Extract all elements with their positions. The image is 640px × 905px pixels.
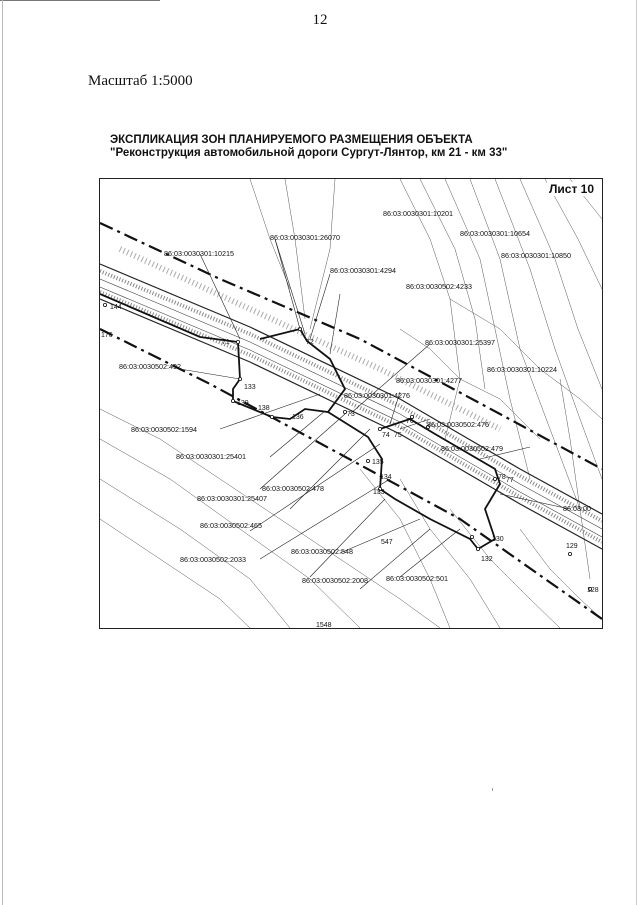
parcel-label: 86:03:0030502:2033 xyxy=(180,555,246,564)
page-left-edge xyxy=(2,0,3,905)
zone-boundaries xyxy=(100,223,602,619)
point-label: 138 xyxy=(258,405,270,412)
point-label: 130 xyxy=(492,536,504,543)
point-label: 547 xyxy=(381,539,393,546)
parcel-label: 86:03:0030301:10215 xyxy=(164,249,234,258)
point-label: 72 xyxy=(306,339,314,346)
point-label: 144 xyxy=(110,304,122,311)
point-label: 133 xyxy=(373,489,385,496)
title-line-2: "Реконструкция автомобильной дороги Сургут-Лянтор, км 21 - км 33" xyxy=(110,147,508,159)
map-scale: Масштаб 1:5000 xyxy=(88,73,193,89)
point-label: 136 xyxy=(292,414,304,421)
parcel-label: 86:03:0030301:25397 xyxy=(425,338,495,347)
scan-mark xyxy=(492,788,493,791)
point-label: 76 xyxy=(406,418,414,425)
parcel-label: 86:03:0030502:476 xyxy=(427,420,489,429)
parcel-label: 86:03:0030502:501 xyxy=(386,574,448,583)
title-line-1: ЭКСПЛИКАЦИЯ ЗОН ПЛАНИРУЕМОГО РАЗМЕЩЕНИЯ ОБЪЕКТА xyxy=(110,134,473,146)
map-drawing xyxy=(100,179,602,628)
parcel-label: 86:03:0030301:4277 xyxy=(396,376,462,385)
parcel-label: 86:03:0030502:479 xyxy=(441,444,503,453)
point-label: 135 xyxy=(372,459,384,466)
point-label: 128 xyxy=(587,587,599,594)
point-label: 129 xyxy=(566,543,578,550)
document-title xyxy=(110,134,610,160)
parcel-label: 86:03:0030502:4233 xyxy=(406,282,472,291)
parcel-label: 86:03:0030301:10201 xyxy=(383,209,453,218)
page-right-edge xyxy=(636,0,637,905)
point-label: 73 xyxy=(347,411,355,418)
parcel-label: 86:03:0030301:10654 xyxy=(460,229,530,238)
parcel-label: 86:03:0030502:465 xyxy=(200,521,262,530)
point-label: 133 xyxy=(244,384,256,391)
point-label: 176 xyxy=(101,332,113,339)
parcel-label: 86:03:0030301:25407 xyxy=(197,494,267,503)
sheet-label: Лист 10 xyxy=(548,182,594,196)
parcel-label: 86:03:00 xyxy=(563,504,591,513)
parcel-label: 86:03:0030502:478 xyxy=(262,484,324,493)
parcel-label: 86:03:0030502:548 xyxy=(291,547,353,556)
parcel-label: 86:03:0030301:26070 xyxy=(270,233,340,242)
page-number: 12 xyxy=(312,12,328,28)
parcel-label: 86:03:0030301:25401 xyxy=(176,452,246,461)
point-label: 134 xyxy=(380,474,392,481)
cadastral-map xyxy=(99,178,603,629)
parcel-label: 86:03:0030502:1594 xyxy=(131,425,197,434)
background-linework xyxy=(100,179,602,628)
parcel-label: 86:03:0030301:10850 xyxy=(501,251,571,260)
parcel-label: 86:03:0030502:2008 xyxy=(302,576,368,585)
point-label: 139 xyxy=(237,400,249,407)
parcel-labels xyxy=(119,209,591,585)
page-top-edge xyxy=(0,0,160,1)
point-label: 132 xyxy=(481,556,493,563)
point-label: 75 xyxy=(394,432,402,439)
point-label: 1548 xyxy=(316,622,332,628)
point-label: 71 xyxy=(222,339,230,346)
point-label: 74 xyxy=(382,432,390,439)
parcel-label: 86:03:0030301:10224 xyxy=(487,365,557,374)
parcel-label: 86:03:0030301:4294 xyxy=(330,266,396,275)
parcel-label: 86:03:0030301:4276 xyxy=(344,391,410,400)
point-label: 77 xyxy=(506,477,514,484)
parcel-label: 86:03:0030502:492 xyxy=(119,362,181,371)
point-label: 78 xyxy=(498,474,506,481)
